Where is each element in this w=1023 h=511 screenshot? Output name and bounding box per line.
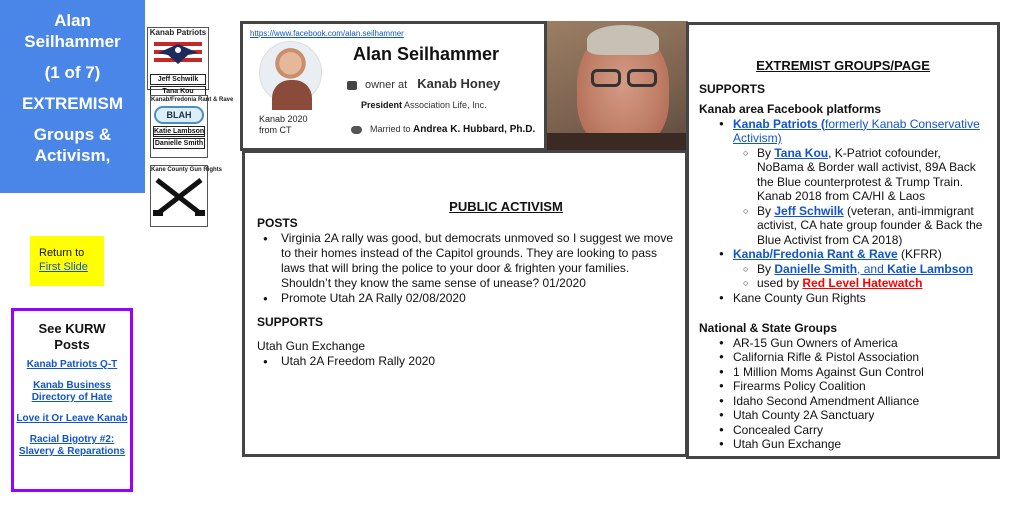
list-item [733, 247, 987, 291]
spouse-name: Andrea K. Hubbard, Ph.D. [413, 124, 536, 135]
title-line-2: Seilhammer [24, 32, 121, 51]
kanab-patriots-logo-label: Kanab Patriots [149, 28, 207, 37]
danielle-smith-link[interactable]: Danielle Smith [774, 261, 858, 276]
kurw-title-line-2: Posts [54, 337, 90, 352]
posts-list [257, 231, 675, 306]
facebook-url-link[interactable]: https://www.facebook.com/alan.seilhammer [250, 29, 404, 38]
list-item: ● Concealed Carry [733, 423, 987, 438]
kurw-link-love-it-or-leave[interactable]: Love it Or Leave Kanab [16, 413, 128, 424]
list-item: ● California Rifle & Pistol Association [733, 350, 987, 365]
title-box [0, 0, 145, 193]
list-item [757, 146, 987, 204]
post-item: ● Promote Utah 2A Rally 02/08/2020 [281, 291, 675, 306]
briefcase-icon [347, 81, 357, 90]
facebook-profile-card [240, 21, 547, 151]
crossed-rifles-icon [151, 174, 207, 220]
katie-lambson-link[interactable]: Katie Lambson [887, 261, 974, 276]
kanab-patriots-link[interactable]: Kanab Patriots ( [733, 116, 826, 131]
kurw-link-kanab-patriots[interactable]: Kanab Patriots Q-T [26, 359, 118, 370]
avatar [259, 41, 322, 104]
by-label: By [757, 203, 772, 218]
kfrr-link[interactable]: Kanab/Fredonia Rant & Rave [733, 247, 898, 261]
list-item: ● Utah County 2A Sanctuary [733, 408, 987, 423]
kanab-patriots-logo [147, 27, 209, 95]
title-line-1: Alan [54, 11, 91, 30]
association-name: Association Life, Inc. [404, 100, 487, 110]
kurw-posts-box [11, 308, 133, 492]
supports-group: Utah Gun Exchange [257, 339, 366, 353]
and-text: , and [857, 261, 888, 276]
list-item: ● 1 Million Moms Against Gun Control [733, 365, 987, 380]
list-item: ● AR-15 Gun Owners of America [733, 336, 987, 351]
title-line-3: (1 of 7) [44, 63, 101, 82]
president-title: President [361, 100, 403, 110]
jeff-schwilk-label: Jeff Schwilk [150, 74, 206, 85]
list-item [757, 262, 987, 277]
red-level-hatewatch-link[interactable]: Red Level Hatewatch [802, 276, 923, 290]
title-line-4: EXTREMISM [21, 94, 124, 113]
kanab-year: Kanab 2020 [259, 114, 308, 124]
employer-name: Kanab Honey [417, 76, 501, 91]
kurw-link-business-directory[interactable]: Kanab Business Directory of Hate [31, 380, 113, 403]
list-item [733, 117, 987, 248]
title-line-6: Activism, [34, 146, 111, 165]
kfrr-sublist [733, 262, 987, 291]
origin: from CT [259, 125, 292, 135]
danielle-smith-label: Danielle Smith [154, 140, 204, 147]
title-line-5: Groups & [33, 125, 112, 144]
supports-heading: SUPPORTS [257, 315, 324, 329]
kurw-link-racial-bigotry[interactable]: Racial Bigotry #2: Slavery & Reparations [18, 434, 126, 457]
jeff-schwilk-desc: (veteran, anti-immigrant activist, CA hate group founder & Back the Blue Activist from CA 2018) [757, 203, 983, 247]
kfrr-logo-label: Kanab/Fredonia Rant & Rave [151, 97, 234, 103]
blah-badge-icon: BLAH [154, 106, 204, 124]
public-activism-panel [242, 150, 688, 457]
list-item: ● Firearms Policy Coalition [733, 379, 987, 394]
supports-item: ● Utah 2A Freedom Rally 2020 [281, 354, 675, 369]
heart-icon [351, 126, 362, 134]
kfrr-abbrev: (KFRR) [897, 247, 942, 261]
national-heading: National & State Groups [699, 321, 838, 335]
by-label: By [757, 145, 772, 160]
tana-kou-desc: , K-Patriot cofounder, NoBama & Border wall activist, 89A Back the Blue counterprotest & Trump Train. Kanab 2018 from CA/HI & Laos [757, 145, 976, 203]
kanab-area-list [699, 117, 987, 306]
first-slide-link[interactable]: First Slide [39, 261, 88, 273]
by-label: By [757, 261, 772, 276]
public-activism-title: PUBLIC ACTIVISM [449, 199, 563, 214]
list-item: ● Utah Gun Exchange [733, 437, 987, 452]
national-list [699, 336, 987, 452]
return-box [30, 236, 104, 286]
work-row [347, 76, 500, 91]
extremist-groups-panel [686, 22, 1000, 459]
list-item [757, 204, 987, 248]
return-label: Return to [39, 247, 85, 259]
kane-county-logo [150, 165, 222, 227]
kanab-area-heading: Kanab area Facebook platforms [699, 102, 882, 116]
owner-at-label: owner at [365, 79, 408, 91]
kurw-title-line-1: See KURW [38, 321, 106, 336]
profile-name: Alan Seilhammer [353, 44, 500, 64]
kurw-title [14, 321, 130, 353]
kane-county-logo-label: Kane County Gun Rights [151, 167, 222, 173]
married-to-label: Married to [370, 124, 411, 134]
relationship-row [351, 124, 535, 135]
residence-note [259, 114, 308, 136]
jeff-schwilk-link[interactable]: Jeff Schwilk [774, 203, 844, 218]
list-item [757, 276, 987, 291]
katie-lambson-label: Katie Lambson [154, 128, 205, 135]
kanab-patriots-formerly-link[interactable]: formerly Kanab Conservative Activism) [733, 116, 980, 145]
ext-supports-heading: SUPPORTS [699, 81, 766, 96]
eagle-flag-icon [148, 38, 208, 68]
kanab-patriots-sublist [733, 146, 987, 248]
tana-kou-link[interactable]: Tana Kou [774, 145, 829, 160]
profile-photo [547, 21, 688, 150]
list-item: ● Kane County Gun Rights [733, 291, 987, 306]
extremist-title: EXTREMIST GROUPS/PAGE [756, 58, 930, 73]
kfrr-logo [150, 95, 234, 158]
president-row [361, 100, 487, 110]
list-item: ● Idaho Second Amendment Alliance [733, 394, 987, 409]
posts-heading: POSTS [257, 216, 298, 230]
used-by-label: used by [757, 276, 803, 290]
supports-list [257, 354, 675, 369]
tana-kou-label: Tana Kou [150, 86, 206, 97]
post-item: ● Virginia 2A rally was good, but democrats unmoved so I suggest we move to their homes instead of the Capitol grounds. They are looking to pass laws that will bring the police to your door & frighten your families. Shouldn’t they know the same sense of unease? 01/2020 [281, 231, 675, 291]
